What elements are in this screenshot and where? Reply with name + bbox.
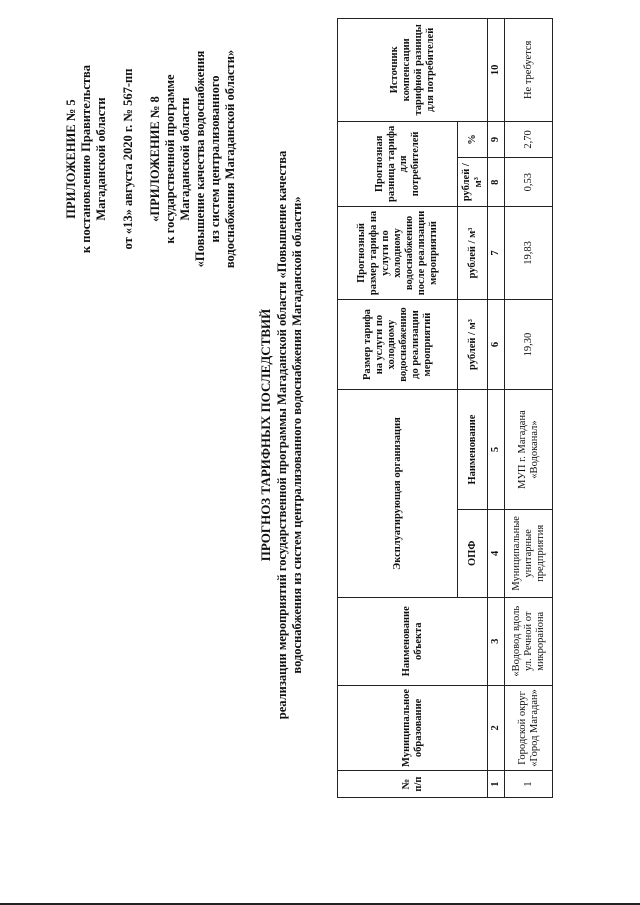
appendix-line: к постановлению Правительства <box>79 64 93 254</box>
tariff-table <box>337 18 553 798</box>
appendix-line: «Повышение качества водоснабжения <box>193 50 207 268</box>
cell-tariff-after: 19,83 <box>505 207 553 300</box>
header-difference: Прогнозная разница тарифа для потребителей <box>338 121 458 206</box>
column-number: 5 <box>488 390 505 510</box>
column-number: 9 <box>488 121 505 158</box>
cell-object: «Водовод вдоль ул. Речной от микрорайона <box>505 597 553 685</box>
appendix-line: Магаданской области <box>178 97 192 221</box>
header-operator: Эксплуатирующая организация <box>338 390 458 598</box>
cell-name: МУП г. Магадана «Водоканал» <box>505 390 553 510</box>
appendix-line: водоснабжения Магаданской области» <box>223 49 237 269</box>
appendix-block <box>64 49 238 269</box>
header-unit: рублей /м³ <box>458 158 488 207</box>
cell-municipality: Городской округ «Город Магадан» <box>505 685 553 770</box>
cell-source: Не требуется <box>505 19 553 122</box>
header-municipality: Муниципальное образование <box>338 685 488 770</box>
header-opf: ОПФ <box>458 509 488 597</box>
header-name: Наименование <box>458 390 488 510</box>
header-object: Наименование объекта <box>338 597 488 685</box>
cell-diff-rub: 0,53 <box>505 158 553 207</box>
header-unit: рублей / м³ <box>458 207 488 300</box>
cell-tariff-before: 19,30 <box>505 299 553 389</box>
column-number: 3 <box>488 597 505 685</box>
column-number: 6 <box>488 299 505 389</box>
forecast-heading <box>258 115 305 755</box>
appendix-line: к государственной программе <box>163 74 177 244</box>
header-tariff-after: Прогнозный размер тарифа на услуги по холодному водоснабжению после реализации мероприятий <box>338 207 458 300</box>
cell-num: 1 <box>505 771 553 798</box>
header-unit: рублей / м³ <box>458 299 488 389</box>
header-unit-percent: % <box>458 121 488 158</box>
table-row <box>505 19 553 798</box>
appendix-line: из систем централизованного <box>208 75 222 243</box>
header-num: № п/п <box>338 771 488 798</box>
cell-diff-percent: 2,70 <box>505 121 553 158</box>
column-number: 7 <box>488 207 505 300</box>
column-number: 2 <box>488 685 505 770</box>
column-number: 4 <box>488 509 505 597</box>
appendix-line: Магаданской области <box>94 97 108 221</box>
column-number: 8 <box>488 158 505 207</box>
header-tariff-before: Размер тарифа на услуги по холодному водоснабжению до реализации мероприятий <box>338 299 458 389</box>
column-number: 1 <box>488 771 505 798</box>
forecast-title: ПРОГНОЗ ТАРИФНЫХ ПОСЛЕДСТВИЙ <box>258 308 273 562</box>
appendix-number-2: «ПРИЛОЖЕНИЕ № 8 <box>148 96 162 222</box>
appendix-number: ПРИЛОЖЕНИЕ № 5 <box>64 99 78 219</box>
forecast-subtitle: водоснабжения из систем централизованного водоснабжения Магаданской области» <box>290 196 304 674</box>
header-source: Источник компенсации тарифной разницы для потребителей <box>338 19 488 122</box>
column-number: 10 <box>488 19 505 122</box>
cell-opf: Муниципальные унитарные предприятия <box>505 509 553 597</box>
forecast-subtitle: реализации мероприятий государственной программы Магаданской области «Повышение качества <box>275 150 289 720</box>
appendix-date: от «13» августа 2020 г. № 567-пп <box>121 68 135 250</box>
